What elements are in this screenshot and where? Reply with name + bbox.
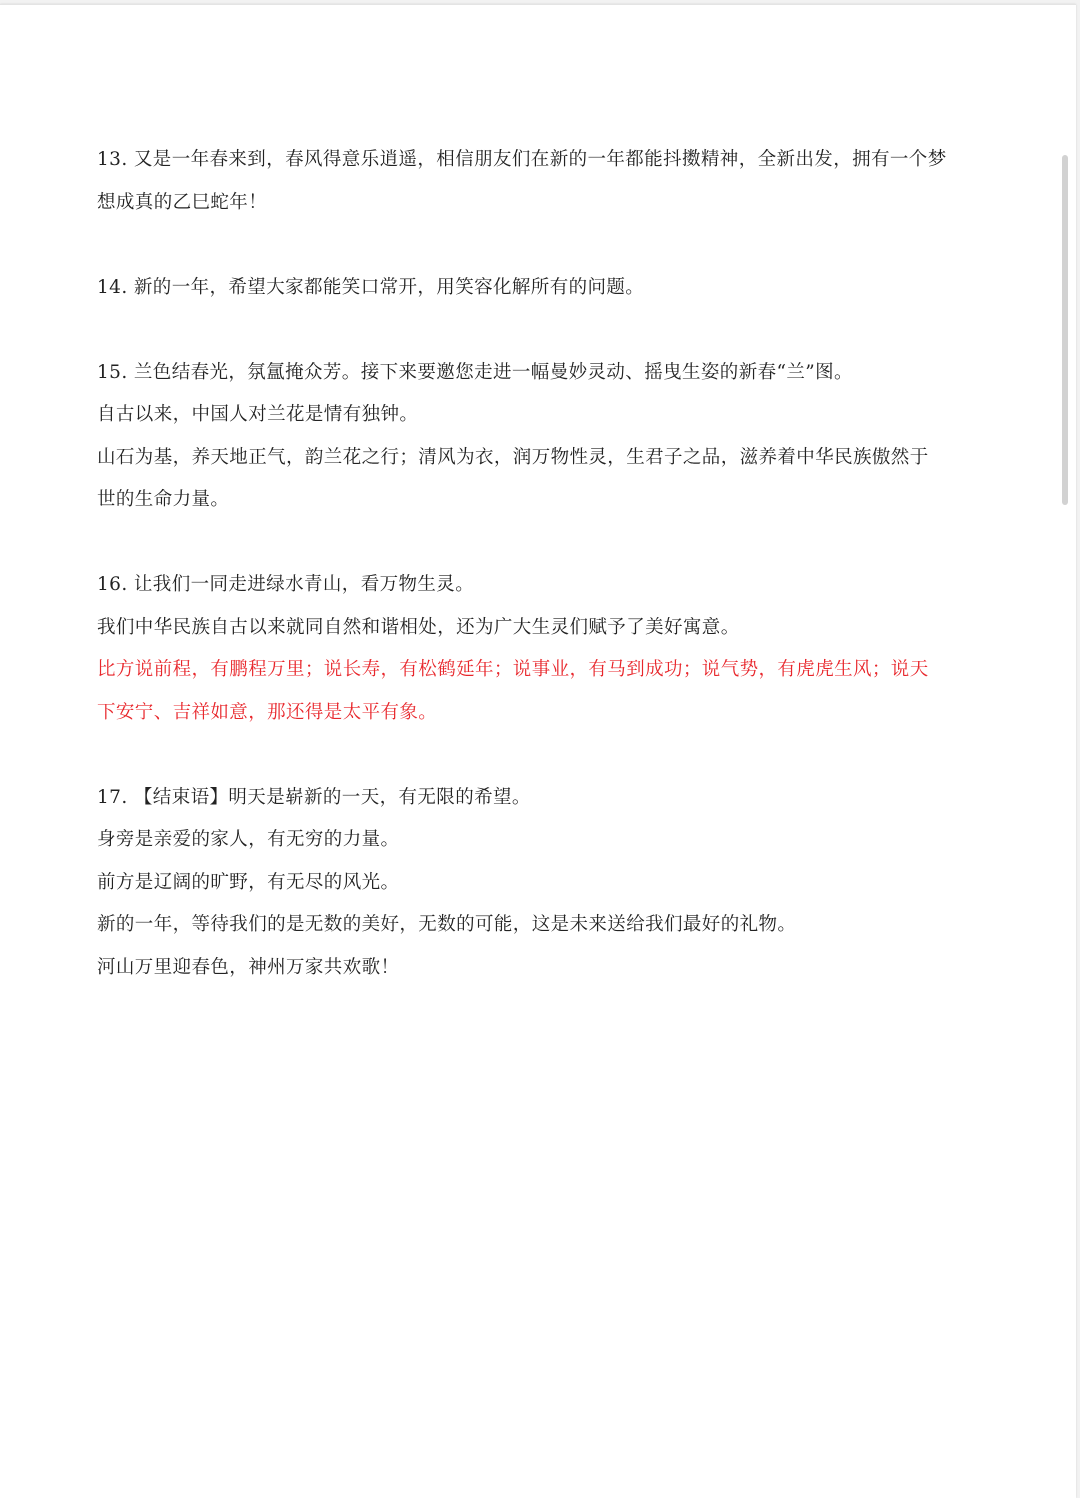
paragraph-13-line-2: 想成真的乙巳蛇年！ <box>97 191 268 213</box>
vertical-scrollbar[interactable] <box>1062 155 1068 505</box>
paragraph-spacer <box>97 522 987 565</box>
paragraph-spacer <box>97 224 987 267</box>
paragraph-17-line-4: 新的一年，等待我们的是无数的美好，无数的可能，这是未来送给我们最好的礼物。 <box>97 914 797 935</box>
paragraph-spacer <box>97 309 987 352</box>
paragraph-17-line-1: 17. 【结束语】明天是崭新的一天，有无限的希望。 <box>97 786 531 808</box>
paragraph-14 <box>97 267 987 310</box>
paragraph-13-line-1: 13. 又是一年春来到，春风得意乐逍遥，相信朋友们在新的一年都能抖擞精神，全新出发，拥有一个梦 <box>97 149 947 170</box>
paragraph-17 <box>97 777 987 990</box>
paragraph-spacer <box>97 734 987 777</box>
paragraph-15-line-3: 山石为基，养天地正气，韵兰花之行；清风为衣，润万物性灵，生君子之品，滋养着中华民族傲然于 <box>97 446 929 468</box>
paragraph-15-line-2: 自古以来，中国人对兰花是情有独钟。 <box>97 404 419 425</box>
paragraph-16 <box>97 564 987 734</box>
paragraph-16-highlight-line-1: 比方说前程，有鹏程万里；说长寿，有松鹤延年；说事业，有马到成功；说气势，有虎虎生风；说天 <box>97 659 929 680</box>
paragraph-16-highlight-line-2: 下安宁、吉祥如意，那还得是太平有象。 <box>97 701 438 723</box>
paragraph-15 <box>97 352 987 522</box>
document-body <box>97 139 987 989</box>
paragraph-13 <box>97 139 987 224</box>
paragraph-16-line-2: 我们中华民族自古以来就同自然和谐相处，还为广大生灵们赋予了美好寓意。 <box>97 616 740 638</box>
paragraph-16-line-1: 16. 让我们一同走进绿水青山，看万物生灵。 <box>97 574 475 595</box>
paragraph-15-line-1: 15. 兰色结春光，氛氲掩众芳。接下来要邀您走进一幅曼妙灵动、摇曳生姿的新春“兰”图。 <box>97 361 853 383</box>
paragraph-17-line-3: 前方是辽阔的旷野，有无尽的风光。 <box>97 871 400 893</box>
paragraph-17-line-2: 身旁是亲爱的家人，有无穷的力量。 <box>97 829 400 850</box>
paragraph-17-line-5: 河山万里迎春色，神州万家共欢歌！ <box>97 956 400 978</box>
paragraph-14-line-1: 14. 新的一年，希望大家都能笑口常开，用笑容化解所有的问题。 <box>97 276 645 298</box>
document-page <box>0 4 1076 1498</box>
paragraph-15-line-4: 世的生命力量。 <box>97 489 230 510</box>
